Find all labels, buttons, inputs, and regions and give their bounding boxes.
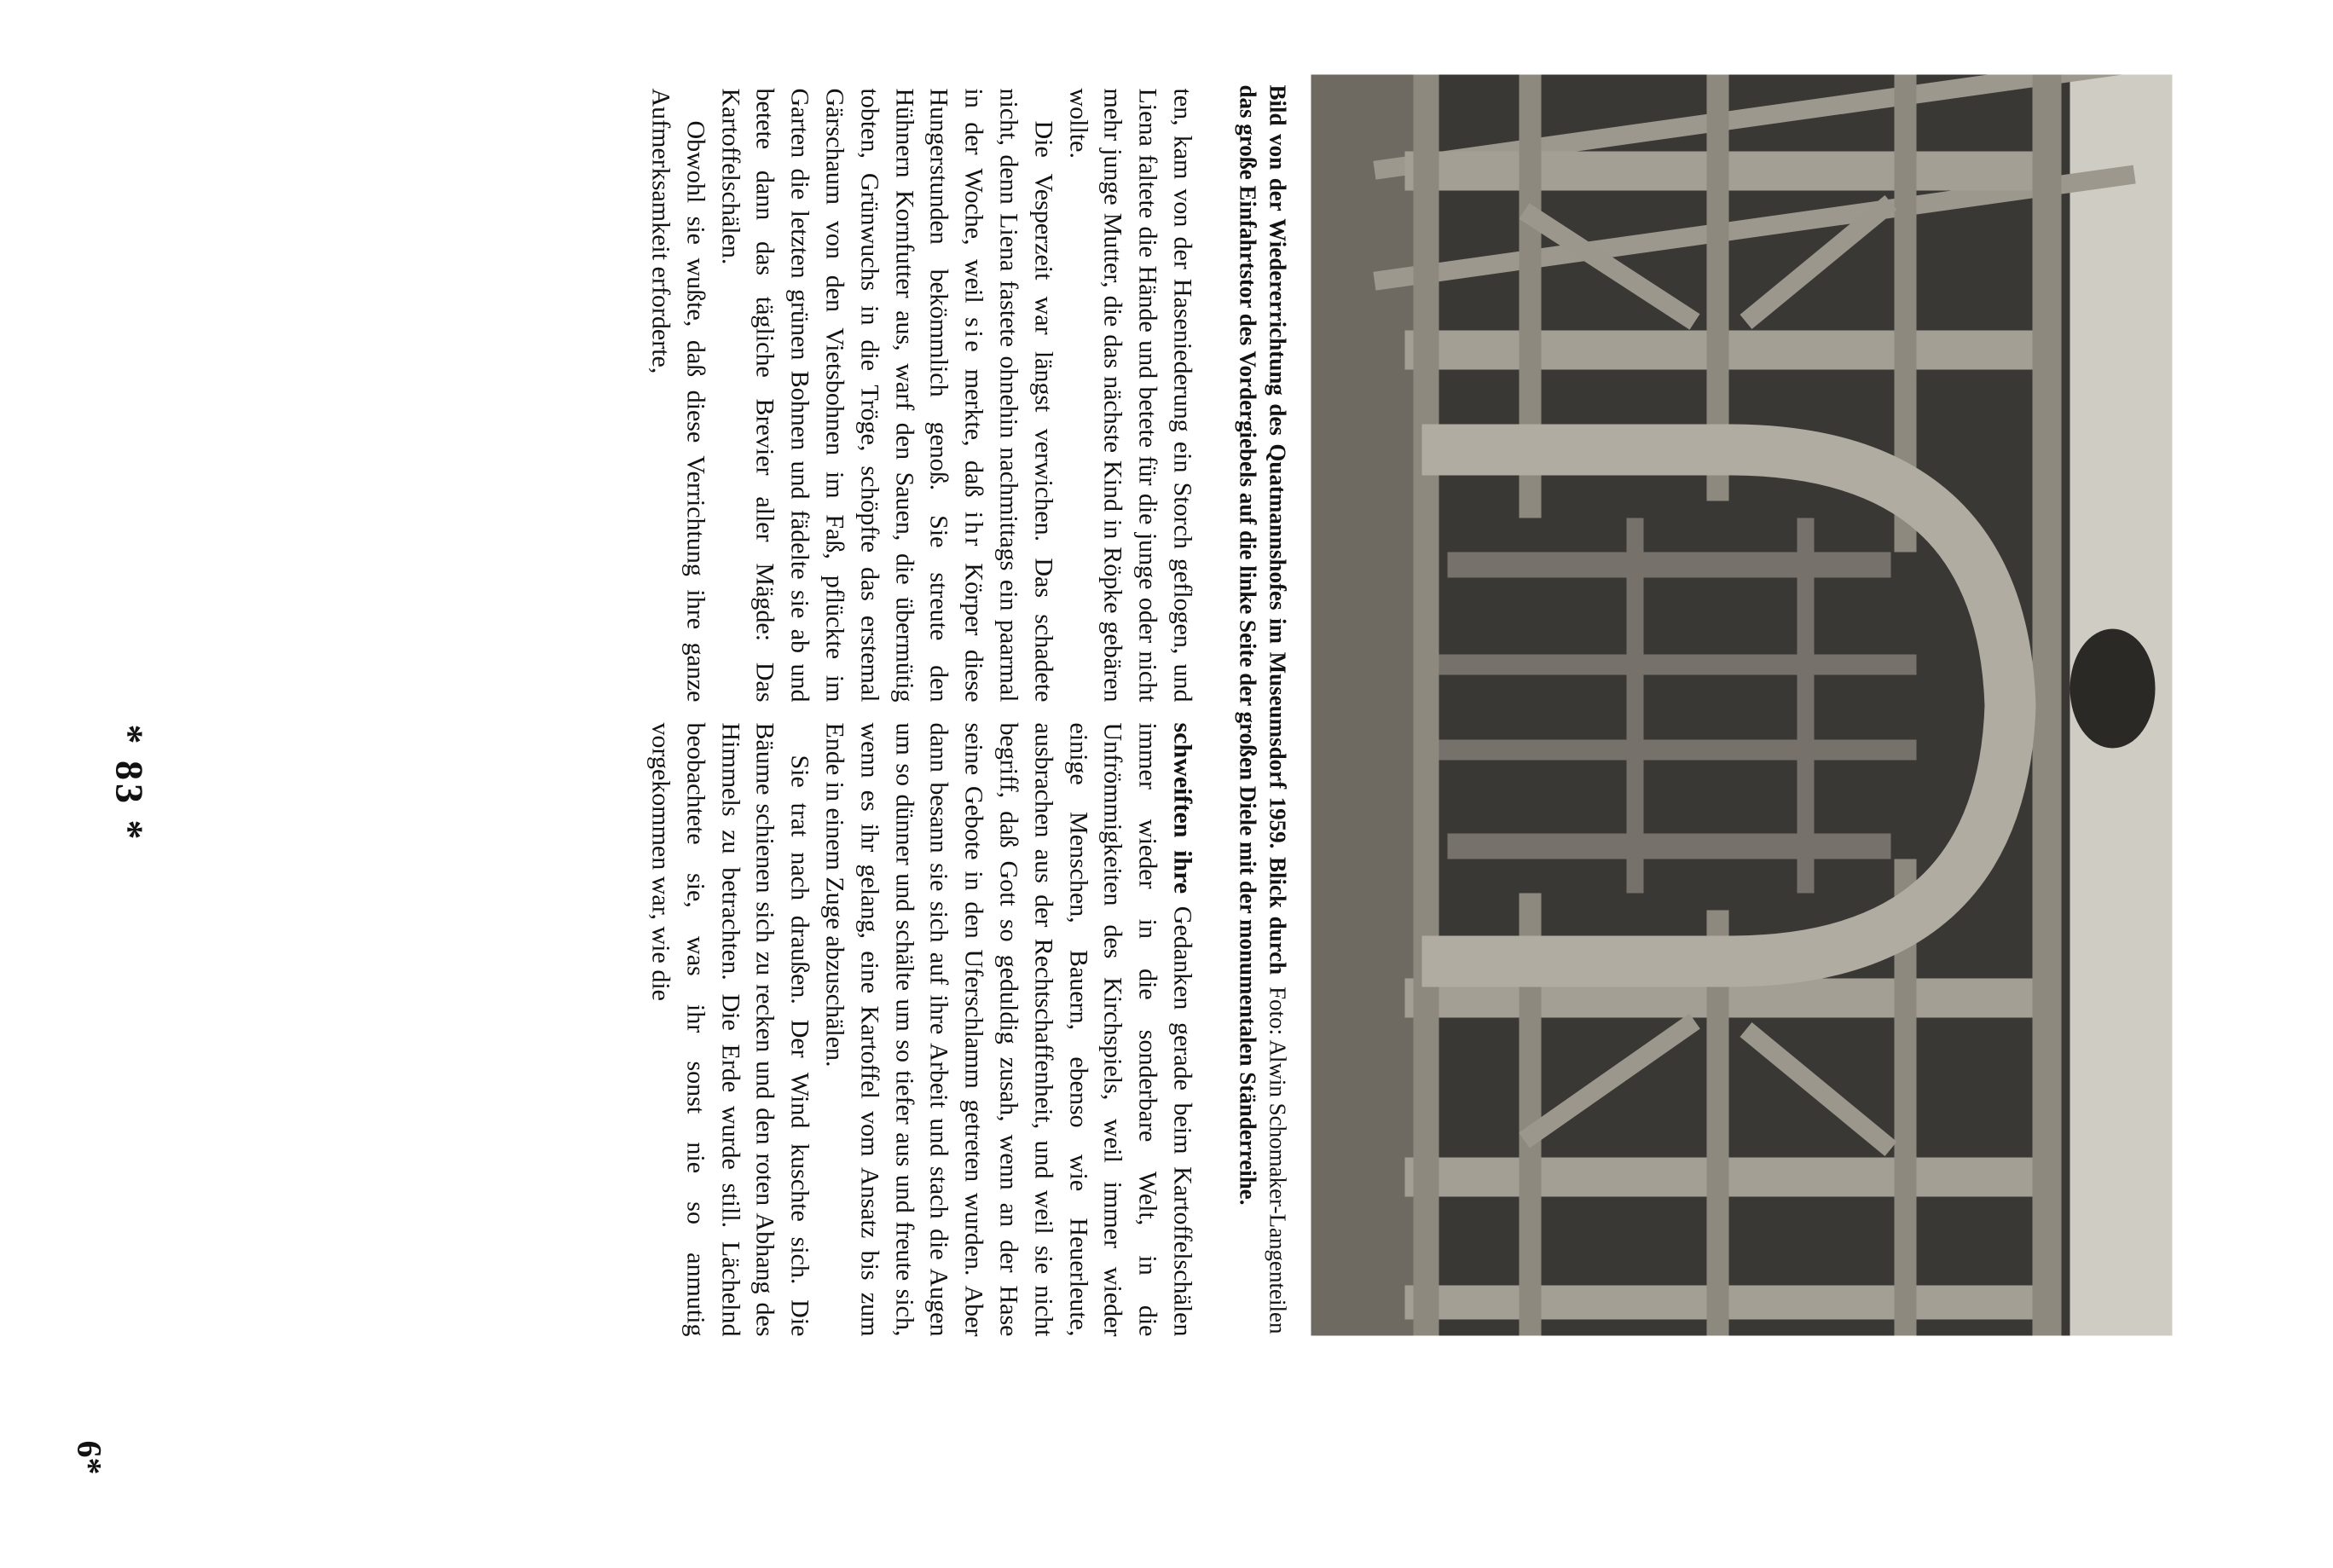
text-column-right xyxy=(642,723,1199,1337)
paragraph: ten, kam von der Haseniederung ein Storch geflogen, und Liena faltete die Hände und betete für die junge oder nicht mehr junge Mutter, die das nächste Kind in Röpke gebären wollte. xyxy=(1063,88,1196,703)
timber-frame-illustration xyxy=(1311,75,2172,1336)
text-column-left xyxy=(642,89,1199,703)
caption-text: Bild von der Wiedererrichtung des Quatmannshofes im Museumsdorf 1959. Blick durch das große Einfahrtstor des Vordergiebels auf die linke Seite der großen Diele mit der monumentalen Ständerreihe. xyxy=(1235,84,1290,1206)
paragraph xyxy=(712,89,1060,703)
signature-mark: 6* xyxy=(70,1440,108,1475)
paragraph-text: Gedanken gerade beim Kartoffelschälen immer wieder in die sonderbare Welt, in die Unfrömmigkeiten des Kirchspiels, weil immer wieder einige Menschen, Bauern, ebenso wie Heuerleute, ausbrachen aus der Rechtschaffenheit, und weil sie nicht begriff, daß Gott so geduldig zusah, wenn an der Hase seine Gebote in den Uferschlamm getreten wurden. Aber dann besann sie sich auf ihre Arbeit und stach die Augen um so dünner und schälte um so tiefer aus und freute sich, wenn es ihr gelang, eine Kartoffel vom Ansatz bis zum Ende in einem Zuge abzuschälen. xyxy=(820,722,1196,1337)
paragraph: Obwohl sie wußte, daß diese Verrichtung ihre ganze Aufmerksamkeit erforderte, xyxy=(646,88,709,703)
photo-credit: Foto: Alwin Schomaker-Langenteilen xyxy=(1265,987,1290,1334)
photo-caption xyxy=(1232,85,1292,1334)
emphasized-word: sie xyxy=(959,317,988,356)
paragraph-lead: schweiften ihre xyxy=(1168,722,1196,894)
emphasized-word: ihr xyxy=(959,511,988,549)
paragraph xyxy=(816,723,1199,1337)
paragraph-text: Körper diese Hungerstunden bekömmlich genoß. Sie streute den Hühnern Kornfutter aus, warf den Sauen, die übermütig tobten, Grünwuchs in die Tröge, schöpfte das erstemal Gärschaum von den Vietsbohnen im Faß, pflückte im Garten die letzten grünen Bohnen und fädelte sie ab und betete dann das tägliche Brevier aller Mägde: Das Kartoffelschälen. xyxy=(715,88,988,703)
paragraph: Sie trat nach draußen. Der Wind kuschte sich. Die Bäume schienen sich zu recken und den roten Abhang des Himmels zu betrachten. Die Erde wurde still. Lächelnd beobachtete sie, was ihr sonst nie so anmutig vorgekommen war, wie die xyxy=(646,722,814,1337)
museum-photo xyxy=(1311,75,2172,1336)
paragraph-text: merkte, daß xyxy=(959,355,988,512)
page-number: * 83 * xyxy=(107,724,151,843)
paragraph-text: Die Vesperzeit war längst verwichen. Das schadete nicht, denn Liena fastete ohnehin nachmittags ein paarmal in der Woche, weil xyxy=(959,88,1057,703)
